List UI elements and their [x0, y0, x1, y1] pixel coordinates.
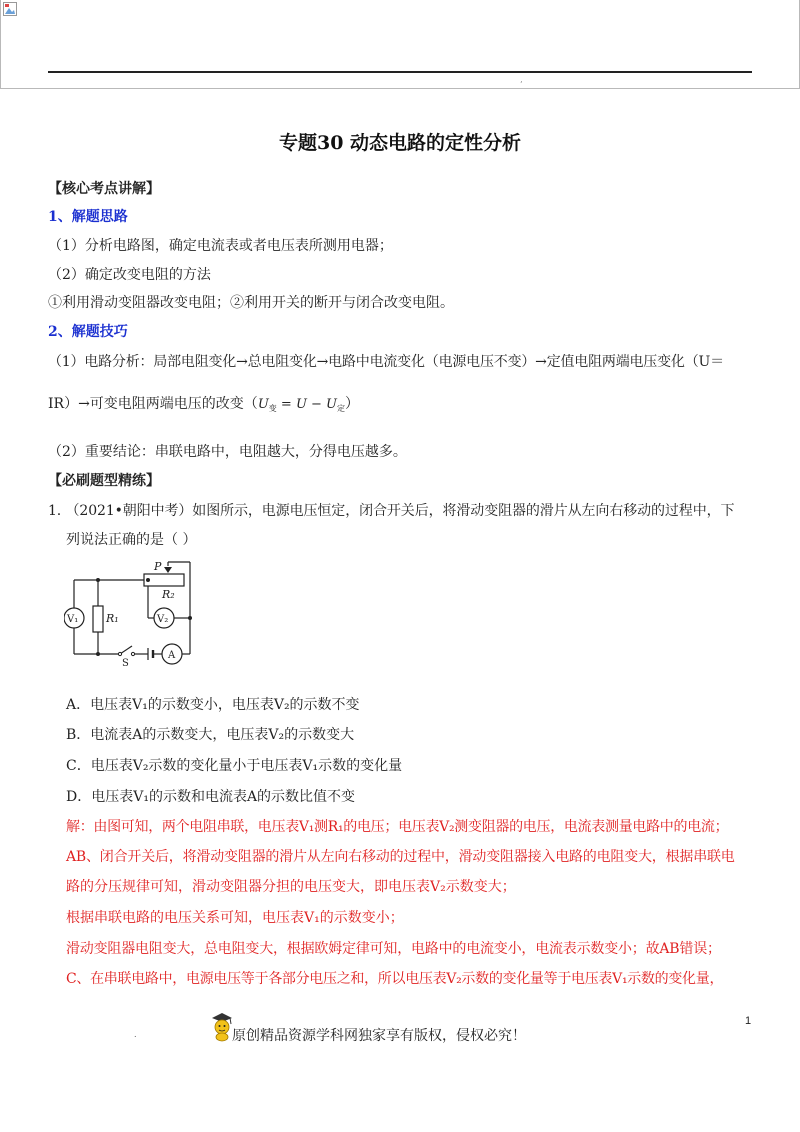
approach-item-1: （1）分析电路图，确定电流表或者电压表所测用电器；: [48, 238, 393, 254]
circuit-diagram: [64, 556, 224, 668]
page-number: 1: [745, 1015, 752, 1027]
solution-line-5: 滑动变阻器电阻变大，总电阻变大，根据欧姆定律可知，电路中的电流变小，电流表示数变小；故AB错误；: [66, 941, 721, 957]
skill-item-1b-text: IR）→可变电阻两端电压的改变（: [48, 396, 258, 412]
core-heading: 【核心考点讲解】: [48, 181, 160, 197]
skill-item-1b: [48, 393, 359, 414]
option-d: D．电压表V₁的示数和电流表A的示数比值不变: [66, 789, 356, 805]
footer-copyright: 原创精品资源学科网独家享有版权，侵权必究！: [232, 1028, 526, 1044]
broken-image-icon: [3, 2, 17, 16]
page-title: 专题30 动态电路的定性分析: [278, 132, 522, 154]
label-r2: R₂: [162, 588, 175, 601]
option-a: A．电压表V₁的示数变小，电压表V₂的示数不变: [66, 697, 360, 713]
approach-heading: 1、解题思路: [48, 209, 128, 225]
formula-sub-var: 变: [268, 404, 277, 413]
option-c: C．电压表V₂示数的变化量小于电压表V₁示数的变化量: [66, 758, 403, 774]
label-s: S: [122, 658, 129, 668]
slider-arrow: [164, 567, 172, 573]
page-header: [0, 0, 800, 89]
practice-heading: 【必刷题型精练】: [48, 473, 160, 489]
r1-resistor: [93, 606, 103, 632]
question-line-2: 列说法正确的是（ ）: [66, 532, 197, 548]
label-a: A: [168, 650, 176, 661]
label-v1: V₁: [67, 614, 79, 625]
question-line-1: 1. （2021•朝阳中考）如图所示，电源电压恒定，闭合开关后，将滑动变阻器的滑片从左向右移动的过程中，下: [48, 503, 735, 519]
header-mark: ’: [520, 80, 523, 89]
solution-line-6: C、在串联电路中，电源电压等于各部分电压之和，所以电压表V₂示数的变化量等于电压表V₁示数的变化量，: [66, 971, 724, 987]
footer-mark: .: [134, 1030, 137, 1039]
solution-line-1: 解：由图可知，两个电阻串联，电压表V₁测R₁的电压；电压表V₂测变阻器的电压，电流表测量电路中的电流；: [66, 819, 729, 835]
solution-line-2: AB、闭合开关后，将滑动变阻器的滑片从左向右移动的过程中，滑动变阻器接入电路的电阻变大，根据串联电: [66, 849, 735, 865]
label-p: P: [154, 560, 162, 573]
formula: [258, 397, 345, 412]
skill-item-1a: （1）电路分析：局部电阻变化→总电阻变化→电路中电流变化（电源电压不变）→定值电阻两端电压变化（U＝: [48, 354, 724, 370]
solution-line-4: 根据串联电路的电压关系可知，电压表V₁的示数变小；: [66, 910, 404, 926]
formula-eq: = U − U: [280, 397, 338, 412]
skill-heading: 2、解题技巧: [48, 324, 128, 340]
skill-item-2: （2）重要结论：串联电路中，电阻越大，分得电压越多。: [48, 444, 407, 460]
label-v2: V₂: [157, 614, 169, 625]
option-b: B．电流表A的示数变大，电压表V₂的示数变大: [66, 727, 355, 743]
formula-u: U: [257, 397, 269, 412]
approach-item-2: （2）确定改变电阻的方法: [48, 267, 211, 283]
label-r1: R₁: [106, 612, 119, 625]
solution-line-3: 路的分压规律可知，滑动变阻器分担的电压变大，即电压表V₂示数变大；: [66, 879, 516, 895]
formula-sub-fixed: 定: [337, 404, 346, 413]
approach-item-3: ①利用滑动变阻器改变电阻；②利用开关的断开与闭合改变电阻。: [48, 295, 454, 311]
mascot-icon: [210, 1012, 234, 1042]
header-rule: [48, 71, 752, 73]
skill-item-1c-text: ）: [345, 396, 360, 412]
